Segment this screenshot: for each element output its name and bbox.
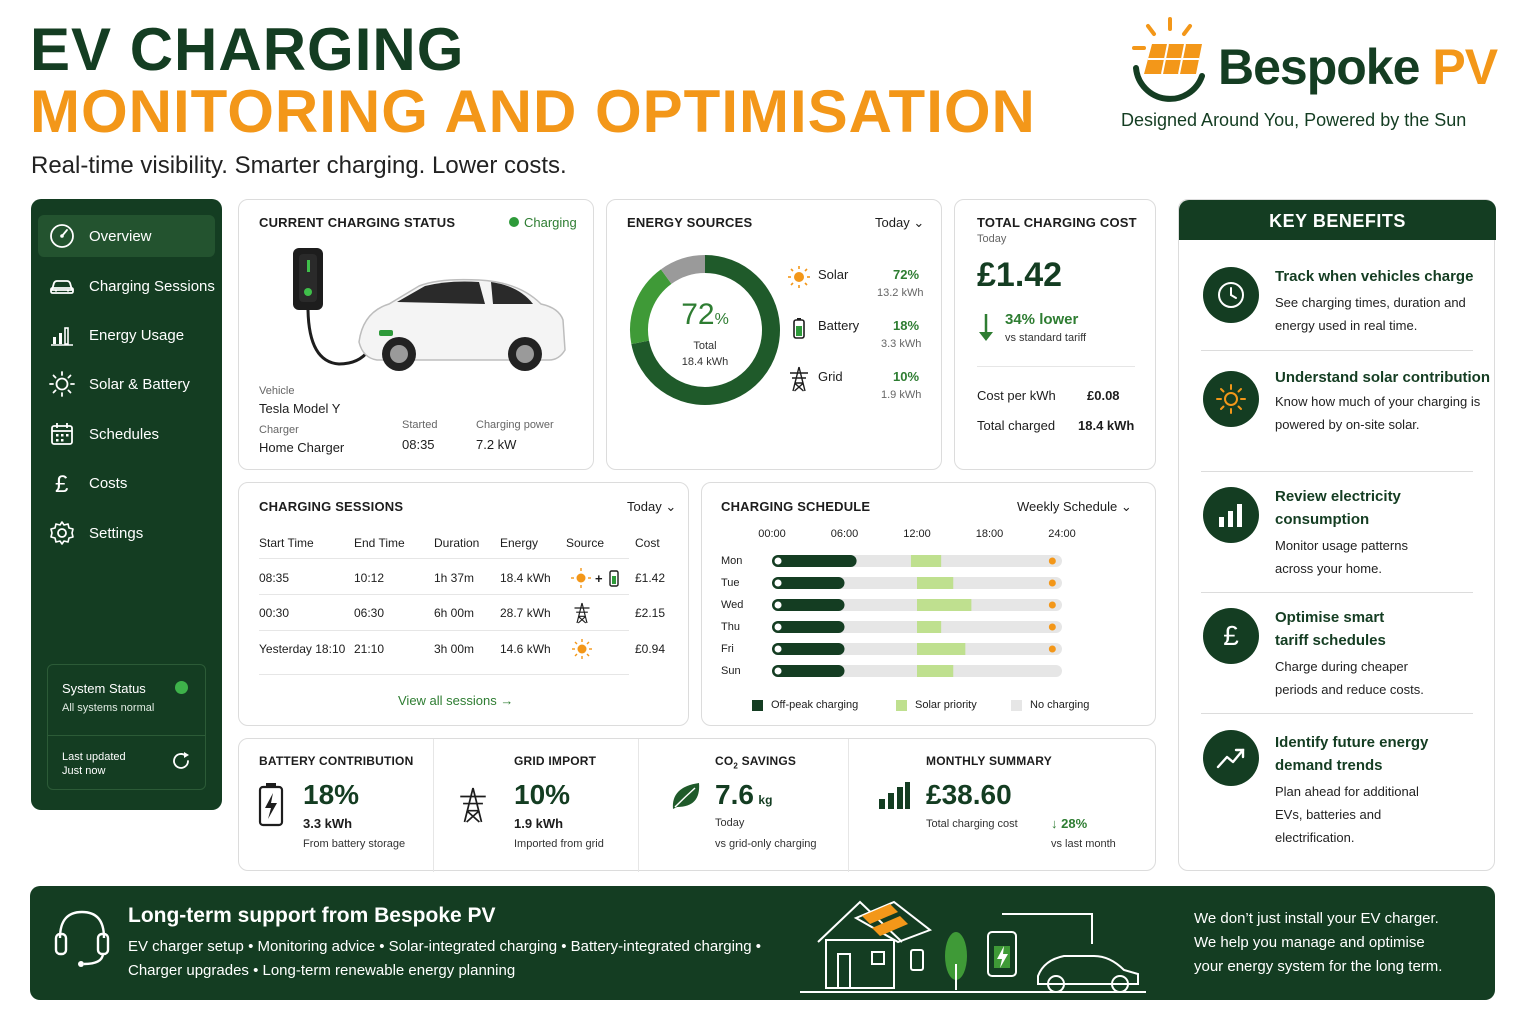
total-charged-label: Total charged <box>977 418 1056 433</box>
moon-icon <box>775 624 782 631</box>
column-header: End Time <box>354 536 405 550</box>
benefit-desc: See charging times, duration and energy used in real time. <box>1275 295 1466 333</box>
total-charged-value: 18.4 kWh <box>1078 418 1135 433</box>
sidebar-item-costs[interactable] <box>38 462 215 504</box>
cost-saving: 34% lower <box>1005 311 1079 328</box>
started-value: 08:35 <box>402 437 435 452</box>
card-title: CHARGING SCHEDULE <box>721 499 871 514</box>
benefit-desc: Plan ahead for additional EVs, batteries and electrification. <box>1275 784 1419 845</box>
sidebar-item-label: Settings <box>89 524 144 542</box>
svg-text:£: £ <box>55 471 69 497</box>
legend-swatch-none <box>1011 700 1022 711</box>
sidebar-item-overview[interactable] <box>38 215 215 257</box>
sun-icon <box>1049 646 1056 653</box>
schedule-bar-solar <box>911 555 941 567</box>
moon-icon <box>775 602 782 609</box>
benefit-desc: Know how much of your charging is powered by on-site solar. <box>1275 394 1481 432</box>
headset-icon <box>52 904 112 970</box>
monthly-summary-title: MONTHLY SUMMARY <box>926 754 1052 768</box>
last-updated-value: Just now <box>62 765 106 777</box>
bottom-stats-card <box>238 738 1156 871</box>
battery-icon <box>787 316 811 340</box>
monthly-summary-note: Total charging cost <box>926 818 1018 830</box>
schedule-hour-label: 06:00 <box>830 528 859 540</box>
charging-sessions-card: CHARGING SESSIONS Today ⌄ Start Time End Time Duration Energy Source Cost 08:35 10:12 1h 37m 18.4 kWh + £1.42 00:30 06:30 6h 00m 28.7 kWh £2.15 Yesterday 18:10 21:10 3h 00m 14.6 kWh £0.94 View all sessions → <box>238 482 689 726</box>
support-title: Long-term support from Bespoke PV <box>128 904 496 927</box>
battery-charging-icon <box>257 781 285 827</box>
schedule-bar-offpeak <box>772 665 845 677</box>
battery-contribution-energy: 3.3 kWh <box>303 816 353 831</box>
vehicle-label: Vehicle <box>259 385 295 397</box>
brand-tagline: Designed Around You, Powered by the Sun <box>1121 110 1467 130</box>
schedule-hour-label: 12:00 <box>903 528 931 540</box>
title-line-1: EV CHARGING <box>30 16 465 83</box>
system-status-detail: All systems normal <box>62 702 155 714</box>
solar-plus-battery-icon <box>570 567 626 589</box>
schedule-day-label: Thu <box>721 621 740 633</box>
schedule-bar-solar <box>917 665 953 677</box>
schedule-bar-solar <box>917 577 953 589</box>
source-solar-energy: 13.2 kWh <box>877 287 924 299</box>
benefit-title: Understand solar contribution <box>1275 369 1491 386</box>
system-status-panel <box>47 664 206 790</box>
co2-savings-title: $CO_2$ SAVINGS <box>715 754 797 771</box>
benefit-title: Optimise smart tariff schedules <box>1275 609 1386 649</box>
gear-icon <box>48 519 76 547</box>
sun-icon <box>1049 558 1056 565</box>
energy-sources-card <box>606 199 942 470</box>
moon-icon <box>775 580 782 587</box>
sidebar-item-label: Overview <box>89 227 152 245</box>
benefit-title: Track when vehicles charge <box>1275 268 1474 285</box>
charging-schedule-card <box>701 482 1156 726</box>
grid-import-value: 10% <box>514 779 571 810</box>
schedule-day-label: Mon <box>721 555 743 567</box>
pylon-icon <box>787 366 811 392</box>
pylon-icon <box>572 601 592 625</box>
co2-savings-note: vs grid-only charging <box>715 838 817 850</box>
support-message-line3: your energy system for the long term. <box>1194 958 1443 975</box>
total-cost-card <box>954 199 1156 470</box>
legend-solar: Solar priority <box>915 699 977 711</box>
gauge-icon <box>48 222 76 250</box>
battery-contribution-value: 18% <box>303 779 360 810</box>
donut-center-value: 72% <box>681 298 729 331</box>
key-benefits-panel <box>1178 199 1495 871</box>
monthly-change: ↓ 28% <box>1051 816 1088 831</box>
schedule-bar-offpeak <box>772 643 845 655</box>
pylon-icon <box>456 779 490 831</box>
refresh-icon[interactable] <box>170 750 192 772</box>
source-battery-name: Battery <box>818 318 860 333</box>
arrow-down-icon: ↓ <box>1051 816 1058 831</box>
donut-center-total: 18.4 kWh <box>681 356 729 368</box>
sidebar <box>31 199 222 810</box>
grid-import-energy: 1.9 kWh <box>514 816 564 831</box>
pound-icon: £ <box>1203 608 1259 664</box>
card-title: ENERGY SOURCES <box>627 215 753 230</box>
co2-savings-period: Today <box>715 817 745 829</box>
arrow-right-icon: → <box>500 693 514 708</box>
sidebar-item-solar-battery[interactable] <box>38 363 215 405</box>
column-header: Source <box>566 536 605 550</box>
sun-icon <box>1049 580 1056 587</box>
grid-import-title: GRID IMPORT <box>514 754 597 768</box>
monthly-summary-value: £38.60 <box>926 779 1012 810</box>
source-solar-name: Solar <box>818 267 849 282</box>
benefit-title: Review electricity consumption <box>1275 488 1401 528</box>
grid-import-note: Imported from grid <box>514 838 604 850</box>
sun-icon <box>1203 371 1259 427</box>
sun-icon <box>48 370 76 398</box>
schedule-bar-offpeak <box>772 555 857 567</box>
sun-icon <box>1049 624 1056 631</box>
donut-slice-grid <box>666 264 705 277</box>
sidebar-item-label: Energy Usage <box>89 326 185 344</box>
schedule-bar-offpeak <box>772 621 845 633</box>
column-header: Start Time <box>259 536 314 550</box>
moon-icon <box>775 646 782 653</box>
charger-label: Charger <box>259 424 299 436</box>
schedule-bar-offpeak <box>772 577 845 589</box>
arrow-down-icon <box>977 312 995 342</box>
chevron-down-icon: ⌄ <box>913 215 925 230</box>
home-solar-ev-illustration <box>798 894 1148 998</box>
cost-per-kwh-value: £0.08 <box>1087 388 1120 403</box>
source-grid-percent: 10% <box>893 369 920 384</box>
monthly-change-note: vs last month <box>1051 838 1116 850</box>
card-title: CHARGING SESSIONS <box>259 499 404 514</box>
support-services-line2: Charger upgrades • Long-term renewable energy planning <box>128 962 516 979</box>
schedule-hour-label: 24:00 <box>1048 528 1076 540</box>
sidebar-item-settings[interactable] <box>38 512 215 554</box>
schedule-hour-label: 18:00 <box>975 528 1004 540</box>
battery-contribution-title: BATTERY CONTRIBUTION <box>259 754 414 768</box>
source-grid-energy: 1.9 kWh <box>881 389 922 401</box>
benefit-title: Identify future energy demand trends <box>1275 734 1429 774</box>
source-grid-name: Grid <box>818 369 843 384</box>
view-all-sessions-link[interactable]: View all sessions → <box>398 693 514 708</box>
sun-icon <box>787 265 811 289</box>
pound-icon <box>48 469 76 497</box>
system-status-title: System Status <box>62 681 146 696</box>
bar-chart-icon <box>48 321 76 349</box>
benefit-desc: Charge during cheaper periods and reduce costs. <box>1275 659 1424 697</box>
period-dropdown[interactable]: Today ⌄ <box>875 215 925 230</box>
schedule-hour-label: 00:00 <box>758 528 786 540</box>
schedule-day-label: Sun <box>721 665 741 677</box>
source-battery-percent: 18% <box>893 318 920 333</box>
charging-power-label: Charging power <box>476 419 554 431</box>
title-line-2: MONITORING AND OPTIMISATION <box>30 78 1036 145</box>
sun-icon <box>1049 602 1056 609</box>
chevron-down-icon: ⌄ <box>665 499 677 514</box>
clock-icon <box>1203 267 1259 323</box>
bar-chart-icon <box>1203 487 1259 543</box>
total-cost-value: £1.42 <box>977 256 1063 294</box>
cost-saving-note: vs standard tariff <box>1005 332 1087 344</box>
legend-none: No charging <box>1030 699 1090 711</box>
calendar-icon <box>48 420 76 448</box>
support-services-line1: EV charger setup • Monitoring advice • Solar-integrated charging • Battery-integrated charging • <box>128 938 762 955</box>
support-message-line2: We help you manage and optimise <box>1194 934 1425 951</box>
subtitle: Real-time visibility. Smarter charging. Lower costs. <box>31 152 567 179</box>
trend-icon <box>1203 730 1259 786</box>
column-header: Duration <box>434 536 480 550</box>
schedule-bar-solar <box>917 643 965 655</box>
schedule-bar-solar <box>917 599 971 611</box>
period-dropdown[interactable]: Today ⌄ <box>627 499 677 514</box>
sidebar-item-label: Costs <box>89 474 128 492</box>
schedule-day-label: Fri <box>721 643 734 655</box>
ev-car-charger-illustration <box>279 242 579 382</box>
sidebar-item-label: Schedules <box>89 425 160 443</box>
sidebar-item-charging-sessions[interactable] <box>38 265 215 307</box>
charging-status-card <box>238 199 594 470</box>
schedule-day-label: Tue <box>721 577 740 589</box>
column-header: Cost <box>635 536 660 550</box>
cost-per-kwh-label: Cost per kWh <box>977 388 1056 403</box>
schedule-bar-offpeak <box>772 599 845 611</box>
vehicle-value: Tesla Model Y <box>259 401 341 416</box>
battery-contribution-note: From battery storage <box>303 838 406 850</box>
sidebar-item-label: Charging Sessions <box>89 277 215 295</box>
charging-indicator-dot <box>509 217 519 227</box>
moon-icon <box>775 558 782 565</box>
svg-text:+: + <box>595 571 603 586</box>
started-label: Started <box>402 419 438 431</box>
last-updated-label: Last updated <box>62 751 126 763</box>
source-battery-energy: 3.3 kWh <box>881 338 922 350</box>
sidebar-item-energy-usage[interactable] <box>38 314 215 356</box>
charging-power-value: 7.2 kW <box>476 437 517 452</box>
sidebar-item-label: Solar & Battery <box>89 375 190 393</box>
column-header: Energy <box>500 536 539 550</box>
legend-swatch-offpeak <box>752 700 763 711</box>
schedule-dropdown[interactable]: Weekly Schedule ⌄ <box>1017 499 1132 514</box>
moon-icon <box>775 668 782 675</box>
sun-icon <box>571 638 593 660</box>
schedule-day-label: Wed <box>721 599 744 611</box>
support-banner <box>30 886 1495 1000</box>
charger-value: Home Charger <box>259 440 345 455</box>
support-message-line1: We don’t just install your EV charger. <box>1194 910 1439 927</box>
sidebar-item-schedules[interactable] <box>38 413 215 455</box>
brand-name: Bespoke PV <box>1218 39 1498 95</box>
donut-center-label: Total <box>693 340 717 352</box>
status-indicator-dot <box>175 681 188 694</box>
card-title: CURRENT CHARGING STATUS <box>259 215 456 230</box>
key-benefits-title: KEY BENEFITS <box>1179 200 1496 240</box>
card-title: TOTAL CHARGING COST <box>977 215 1137 230</box>
brand-logo <box>1120 16 1510 136</box>
source-solar-percent: 72% <box>893 267 920 282</box>
benefit-desc: Monitor usage patterns across your home. <box>1275 538 1408 576</box>
bar-chart-icon <box>877 781 911 811</box>
schedule-bar-solar <box>917 621 941 633</box>
co2-savings-value: 7.6 kg <box>715 779 773 810</box>
legend-swatch-solar <box>896 700 907 711</box>
leaf-icon <box>669 779 703 813</box>
chevron-down-icon: ⌄ <box>1120 499 1132 514</box>
charging-state: Charging <box>524 215 577 230</box>
schedule-chart <box>710 523 1150 703</box>
cost-period: Today <box>977 233 1007 245</box>
legend-offpeak: Off-peak charging <box>771 699 859 711</box>
sun-panel-logo-icon <box>1124 16 1214 106</box>
car-icon <box>48 272 76 300</box>
